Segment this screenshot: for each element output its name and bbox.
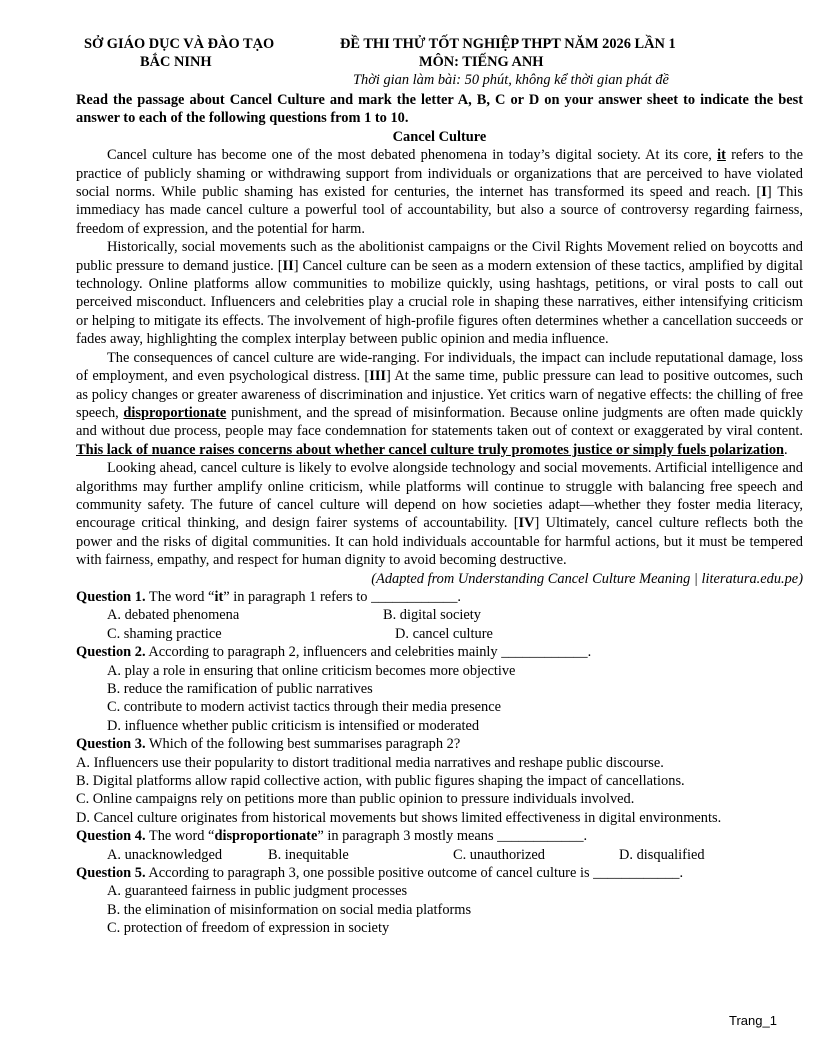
question-stem: The word “ [145, 588, 215, 605]
question-stem: ” in paragraph 3 mostly means ____________. [317, 828, 588, 845]
paragraph-text: Historically, social movements such as the abolitionist campaigns or the Civil Rights Movement relied on boycotts and public pressure to demand justice. [ [76, 239, 803, 274]
passage-title: Cancel Culture [392, 128, 487, 145]
option-c[interactable]: C. contribute to modern activist tactics through their media presence [107, 699, 502, 716]
paragraph-text: ] At the same time, public pressure can lead to positive outcomes, such as policy changes or greater awareness of discrimination and injustice. Yet critics warn of negative effects: the chilling of free speech, [76, 368, 803, 421]
question-label: Question 2. [76, 644, 146, 661]
question-label: Question 4. [76, 828, 146, 845]
option-d[interactable]: D. cancel culture [395, 625, 493, 642]
question-stem: According to paragraph 2, influencers and celebrities mainly ____________. [145, 644, 592, 661]
province-name: BẮC NINH [140, 54, 212, 70]
question-4 [76, 827, 803, 845]
question-keyword: disproportionate [214, 828, 318, 845]
option-b[interactable]: B. inequitable [268, 846, 349, 863]
question-5 [76, 864, 803, 882]
exam-header [76, 35, 803, 91]
question-stem: According to paragraph 3, one possible positive outcome of cancel culture is ____________. [145, 865, 684, 882]
question-stem: The word “ [145, 828, 215, 845]
question-label: Question 5. [76, 865, 146, 882]
page-number: Trang_1 [729, 1013, 777, 1028]
question-3 [76, 735, 803, 753]
option-b[interactable]: B. reduce the ramification of public narratives [107, 680, 373, 697]
exam-title: ĐỀ THI THỬ TỐT NGHIỆP THPT NĂM 2026 LẦN 1 [340, 36, 676, 52]
exam-page [76, 35, 803, 938]
source-citation: (Adapted from Understanding Cancel Culture Meaning | literatura.edu.pe) [371, 570, 803, 587]
option-a[interactable]: A. unacknowledged [107, 846, 223, 863]
question-keyword: it [214, 588, 224, 605]
paragraph-text: ] Ultimately, cancel culture reflects both the power and the risks of digital communities. It can hold individuals accountable for harmful actions, but it must be tempered with fairness, empathy, and respect for human dignity to avoid becoming destructive. [76, 515, 803, 569]
paragraph-4 [76, 459, 803, 569]
option-b[interactable]: B. the elimination of misinformation on social media platforms [107, 901, 472, 918]
option-b[interactable]: B. Digital platforms allow rapid collective action, with public figures shaping the impact of cancellations. [76, 773, 685, 789]
question-stem: Which of the following best summarises paragraph 2? [145, 736, 461, 753]
option-c[interactable]: C. shaming practice [107, 625, 222, 642]
subject-name: MÔN: TIẾNG ANH [419, 54, 544, 70]
option-d[interactable]: D. Cancel culture originates from historical movements but shows limited effectiveness in digital environments. [76, 809, 722, 826]
question-4-options-row [76, 846, 803, 864]
paragraph-text: Cancel culture has become one of the most debated phenomena in today’s digital society. At its core, [107, 147, 718, 164]
time-note: Thời gian làm bài: 50 phút, không kể thời gian phát đề [353, 72, 669, 88]
question-label: Question 1. [76, 588, 146, 605]
option-d[interactable]: D. disqualified [619, 846, 705, 863]
position-marker-1: I [761, 184, 767, 201]
highlighted-sentence: This lack of nuance raises concerns about whether cancel culture truly promotes justice or simply fuels polarization [76, 441, 785, 458]
option-a[interactable]: A. guaranteed fairness in public judgment processes [107, 883, 408, 900]
instruction: Read the passage about Cancel Culture and mark the letter A, B, C or D on your answer sheet to indicate the best answer to each of the following questions from 1 to 10. [76, 92, 803, 127]
department-name: SỞ GIÁO DỤC VÀ ĐÀO TẠO [84, 36, 275, 52]
option-a[interactable]: A. Influencers use their popularity to distort traditional media narratives and reshape public discourse. [76, 754, 664, 771]
question-label: Question 3. [76, 736, 146, 753]
question-1-options-row-2 [76, 625, 803, 643]
position-marker-4: IV [518, 515, 535, 532]
paragraph-3 [76, 349, 803, 459]
option-d[interactable]: D. influence whether public criticism is intensified or moderated [107, 717, 480, 734]
option-a[interactable]: A. play a role in ensuring that online criticism becomes more objective [107, 662, 516, 679]
paragraph-text: . [784, 441, 788, 458]
question-2 [76, 643, 803, 661]
paragraph-text: ] This immediacy has made cancel culture a powerful tool of accountability, but also a source of controversy regarding fairness, freedom of expression, and the potential for harm. [76, 184, 804, 237]
option-a[interactable]: A. debated phenomena [107, 607, 240, 624]
option-b[interactable]: B. digital society [383, 607, 481, 624]
paragraph-text: punishment, and the spread of misinformation. Because online judgments are often made quickly and without due process, people may face condemnation for statements taken out of context or exaggerated by viral content. [76, 404, 803, 440]
question-stem: ” in paragraph 1 refers to ____________. [223, 588, 462, 605]
paragraph-text: refers to the practice of publicly shaming or withdrawing support from individuals or organizations that are perceived to have violated social norms. While public shaming has existed for centuries, the internet has transformed its speed and reach. [ [76, 147, 803, 201]
question-1 [76, 588, 803, 606]
option-c[interactable]: C. Online campaigns rely on petitions more than public opinion to pressure individuals involved. [76, 791, 635, 808]
paragraph-1 [76, 146, 803, 238]
paragraph-2 [76, 238, 803, 348]
position-marker-3: III [369, 368, 387, 385]
option-c[interactable]: C. unauthorized [453, 846, 545, 863]
question-1-options-row-1 [76, 606, 803, 624]
option-c[interactable]: C. protection of freedom of expression in society [107, 920, 390, 937]
highlighted-word-disproportionate: disproportionate [123, 404, 227, 421]
paragraph-text: The consequences of cancel culture are wide-ranging. For individuals, the impact can include reputational damage, loss of employment, and even psychological distress. [ [76, 349, 803, 385]
paragraph-text: Looking ahead, cancel culture is likely to evolve alongside technology and social movements. Artificial intelligence and algorithms may further amplify online criticism, while platforms will continue to struggle with balancing free speech and community safety. The future of cancel culture will depend on how societies adapt—whether they foster media literacy, encourage critical thinking, and design fairer systems of accountability. [ [76, 460, 803, 532]
paragraph-text: ] Cancel culture can be seen as a modern extension of these tactics, amplified by digital technology. Online platforms allow communities to mobilize quickly, using hashtags, petitions, or viral posts to call out perceived misconduct. Influencers and celebrities play a crucial role in shaping these narratives, either intensifying criticism or helping to mitigate its effects. The involvement of high-profile figures often determines whether a cancellation succeeds or fades away, highlighting the complex interplay between public opinion and media influence. [76, 257, 803, 348]
highlighted-word-it: it [717, 147, 726, 164]
position-marker-2: II [282, 257, 294, 274]
